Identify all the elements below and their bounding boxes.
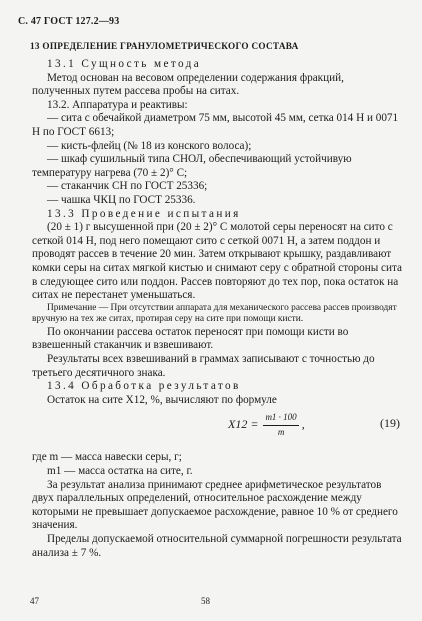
- note: Примечание — При отсутствии аппарата для механического рассева рассев производят вручную на тех же ситах, протирая серу на сите при помощи кисти.: [32, 302, 397, 325]
- paragraph-after-note-2: Результаты всех взвешиваний в граммах записывают с точностью до третьего десятичного знака.: [32, 353, 375, 379]
- paragraph-13-1: Метод основан на весовом определении содержания фракций, полученных путем рассева пробы на ситах.: [32, 71, 344, 98]
- where-line-2: m1 — масса остатка на сите, г.: [47, 465, 193, 478]
- main-content: [32, 58, 402, 560]
- formula-fraction: [263, 411, 298, 439]
- paragraph-result-2: Пределы допускаемой относительной суммарной погрешности результата анализа ± 7 %.: [32, 533, 402, 559]
- formula-tail: ,: [301, 417, 305, 432]
- list-item: — чашка ЧКЦ по ГОСТ 25336.: [47, 193, 196, 206]
- section-title: 13 ОПРЕДЕЛЕНИЕ ГРАНУЛОМЕТРИЧЕСКОГО СОСТАВА: [30, 41, 299, 51]
- list-item: — стаканчик СН по ГОСТ 25336;: [47, 180, 208, 193]
- paragraph-13-4-intro: Остаток на сите X12, %, вычисляют по формуле: [47, 393, 277, 406]
- formula-row: [32, 407, 402, 451]
- subsection-heading-13-2: 13.2. Аппаратура и реактивы:: [47, 98, 188, 111]
- formula-lhs: X12 =: [228, 417, 259, 432]
- footer-page-number-left: 47: [30, 596, 39, 606]
- subsection-heading-13-1: 13.1 Сущность метода: [47, 58, 202, 70]
- subsection-heading-13-4: 13.4 Обработка результатов: [47, 380, 241, 393]
- subsection-heading-13-3: 13.3 Проведение испытания: [47, 207, 241, 220]
- where-line-1: где m — масса навески серы, г;: [32, 451, 182, 464]
- list-item: — кисть-флейц (№ 18 из конского волоса);: [47, 139, 252, 152]
- paragraph-13-3: (20 ± 1) г высушенной при (20 ± 2)° С молотой серы переносят на сито с сеткой 014 Н, под него помещают сито с сеткой 0071 Н, а затем поддон и проводят рассев в течение 20 мин. Затем открывают крышку, раздавливают комки серы на ситах мягкой кистью и снимают серу с обратной стороны сита в следующее сито или поддон. Рассев повторяют до тех пор, пока остаток на ситах не перестанет уменьшаться.: [32, 221, 402, 302]
- footer-page-number-center: 58: [201, 596, 210, 606]
- paragraph-after-note-1: По окончании рассева остаток переносят при помощи кисти во взвешенный стаканчик и взвешивают.: [32, 325, 349, 352]
- formula-denominator: m: [277, 427, 285, 438]
- list-item: — сита с обечайкой диаметром 75 мм, высотой 45 мм, сетка 014 Н и 0071 Н по ГОСТ 6613;: [32, 112, 399, 138]
- formula: [228, 411, 305, 439]
- page-header: С. 47 ГОСТ 127.2—93: [18, 16, 120, 27]
- list-item: — шкаф сушильный типа СНОЛ, обеспечивающий устойчивую температуру нагрева (70 ± 2)° С;: [32, 153, 352, 179]
- formula-numerator: m1 · 100: [263, 411, 298, 426]
- paragraph-result-1: За результат анализа принимают среднее арифметическое результатов двух параллельных определений, относительное расхождение между которыми не превышает допускаемое расхождение, равное 10 % от среднего значения.: [32, 478, 398, 532]
- equation-number: (19): [380, 416, 400, 431]
